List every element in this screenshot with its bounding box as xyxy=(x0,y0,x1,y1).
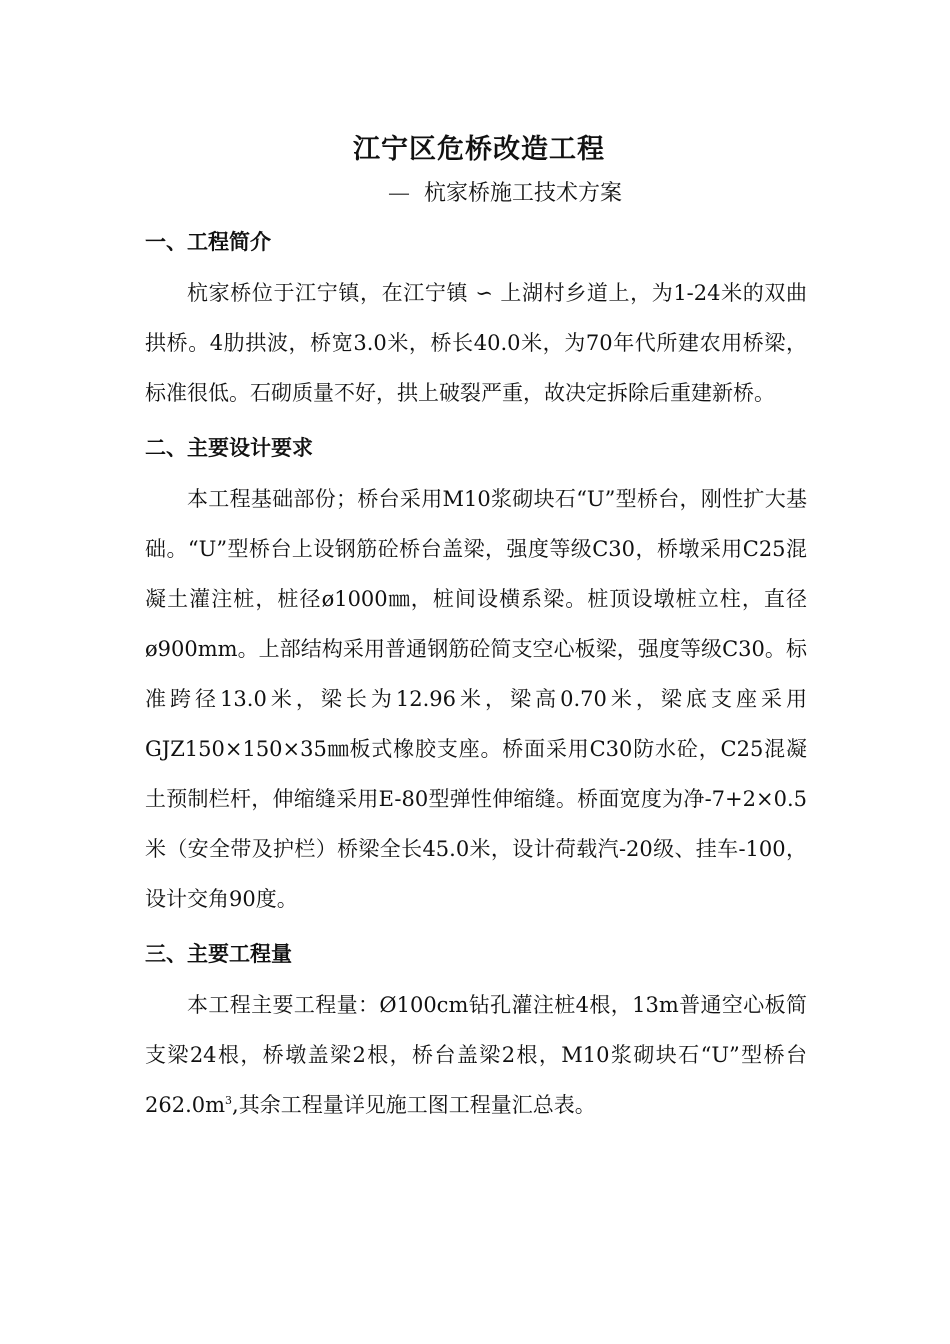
subtitle-text: 杭家桥施工技术方案 xyxy=(424,181,623,206)
document-subtitle xyxy=(145,176,807,212)
section-heading-overview: 一、工程简介 xyxy=(145,229,271,254)
section-heading-design: 二、主要设计要求 xyxy=(145,435,313,460)
subtitle-dash: — xyxy=(388,181,410,206)
section-paragraph-overview: 杭家桥位于江宁镇，在江宁镇 ∽ 上湖村乡道上，为1-24米的双曲拱桥。4肋拱波，桥宽3.0米，桥长40.0米，为70年代所建农用桥梁，标准很低。石砌质量不好，拱上破裂严重，故决定拆除后重建新桥。 xyxy=(145,281,807,405)
document-title: 江宁区危桥改造工程 xyxy=(353,134,605,165)
quantities-text-main: 本工程主要工程量：Ø100cm钻孔灌注桩4根，13m普通空心板简支梁24根，桥墩盖梁2根，桥台盖梁2根，M10浆砌块石“U”型桥台262.0m xyxy=(145,993,807,1117)
section-paragraph-design: 本工程基础部份；桥台采用M10浆砌块石“U”型桥台，刚性扩大基础。“U”型桥台上设钢筋砼桥台盖梁，强度等级C30，桥墩采用C25混凝土灌注桩，桩径ø1000㎜，桩间设横系梁。桩顶设墩桩立柱，直径ø900mm。上部结构采用普通钢筋砼简支空心板梁，强度等级C30。标准跨径13.0米，梁长为12.96米，梁高0.70米，梁底支座采用GJZ150×150×35㎜板式橡胶支座。桥面采用C30防水砼，C25混凝土预制栏杆，伸缩缝采用E-80型弹性伸缩缝。桥面宽度为净-7+2×0.5米（安全带及护栏）桥梁全长45.0米，设计荷载汽-20级、挂车-100，设计交角90度。 xyxy=(145,487,807,911)
quantities-text-tail: ,其余工程量详见施工图工程量汇总表。 xyxy=(232,1093,596,1117)
cubic-superscript: 3 xyxy=(225,1094,233,1107)
document-body xyxy=(145,130,807,1130)
section-paragraph-quantities xyxy=(145,980,807,1130)
section-heading-quantities: 三、主要工程量 xyxy=(145,941,292,966)
